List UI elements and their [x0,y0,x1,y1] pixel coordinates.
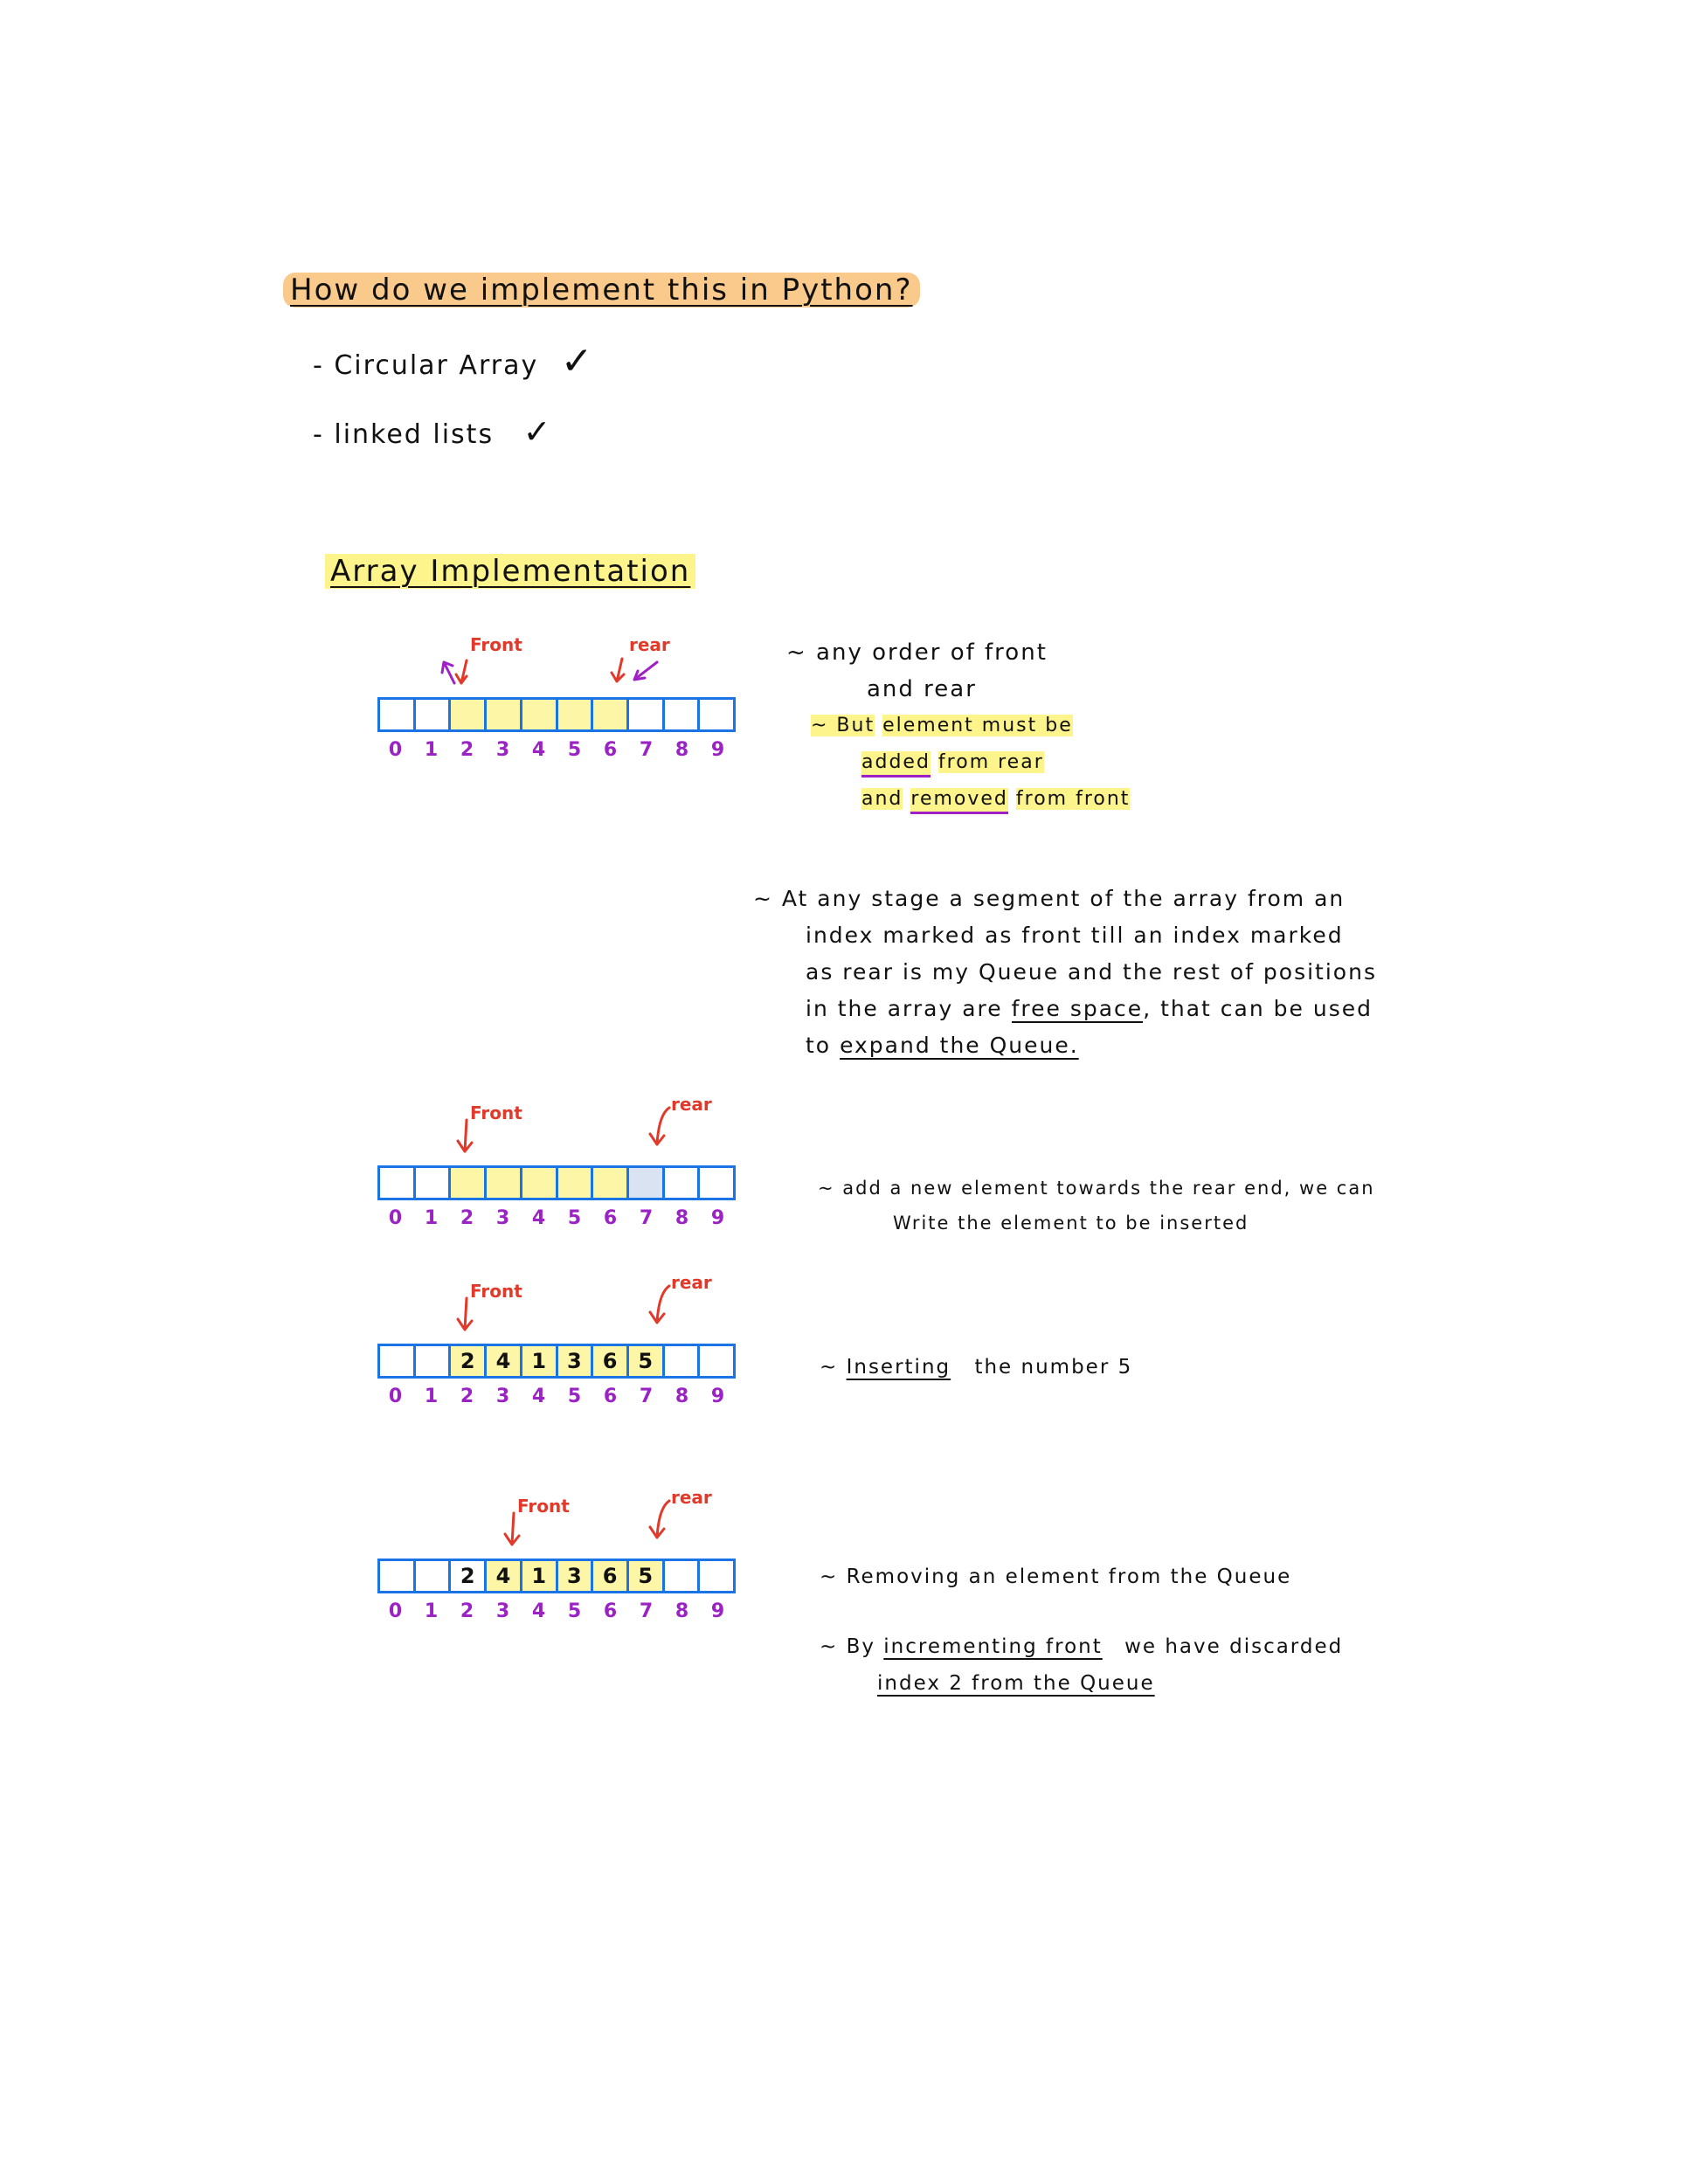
array-diagram-3 [377,1344,736,1407]
array-cell: 4 [487,1346,522,1376]
option-label: - linked lists [313,419,495,450]
array-index: 9 [710,739,725,761]
note-text: incrementing front [883,1635,1103,1658]
array-index: 8 [675,1207,689,1229]
front-arrow-icon [451,1115,486,1158]
note-line [786,708,1241,744]
array-index: 5 [567,1386,582,1407]
note-text: expand the Queue. [840,1033,1079,1058]
array-index: 2 [460,1386,474,1407]
note-line [753,991,1539,1027]
note-text: from rear [937,751,1044,773]
array-cell [487,700,522,729]
note-line: and rear [867,676,977,702]
array-index: 7 [639,1386,654,1407]
note-text: we have discarded [1124,1635,1344,1658]
array-index: 4 [531,1386,546,1407]
array-index: 6 [603,1386,618,1407]
array-cell [380,1168,416,1198]
array-index: 1 [424,1386,439,1407]
array-index: 1 [424,1600,439,1622]
note-text: , that can be used [1143,996,1373,1021]
array-cell: 4 [487,1561,522,1591]
array-cells [377,1344,736,1379]
note-line [820,1665,1606,1702]
array-cell: 3 [558,1346,594,1376]
array-cell [593,1168,629,1198]
option-linked-lists [313,412,552,451]
note-text: ~ But [811,715,875,736]
front-label: Front [470,1102,522,1123]
array-cells [377,1165,736,1200]
page-title-highlight [274,271,929,309]
array-cell: 1 [522,1346,558,1376]
front-label: Front [470,634,522,655]
rear-label: rear [629,634,670,655]
note-text: and [861,788,903,810]
array-diagram-4 [377,1559,736,1622]
array-index: 6 [603,1207,618,1229]
array-indices [377,1207,736,1229]
note-line [753,1027,1539,1064]
note-line: ~ any order of front [786,639,1048,666]
array-index: 5 [567,739,582,761]
array-cell [700,700,733,729]
array-index: 8 [675,1600,689,1622]
page-title: How do we implement this in Python? [283,273,920,308]
check-icon: ✓ [522,412,553,451]
array-cell: 1 [522,1561,558,1591]
array-cell [558,700,594,729]
array-cells [377,1559,736,1593]
array-cell [451,700,487,729]
note-text: removed [910,788,1008,814]
array-cell: 6 [593,1561,629,1591]
front-arrow-icon [437,653,489,688]
array-cell [700,1168,733,1198]
array-index: 0 [388,1386,403,1407]
note-text: free space [1011,996,1144,1021]
array-index: 7 [639,739,654,761]
note-line: ~ At any stage a segment of the array from an [753,886,1346,911]
array-index: 0 [388,739,403,761]
array-index: 3 [495,1386,510,1407]
array-indices [377,739,736,761]
array-index: 5 [567,1207,582,1229]
note-line: ~ add a new element towards the rear end, we can [818,1178,1375,1199]
array-cell [451,1168,487,1198]
array-index: 2 [460,739,474,761]
array-cell [665,1168,701,1198]
array-cell: 5 [629,1346,665,1376]
note-line: Write the element to be inserted [893,1213,1249,1234]
array-cell [593,700,629,729]
note-text: in the array are [806,996,1003,1021]
array-diagram-1 [377,697,736,761]
array-cell [416,1561,452,1591]
rear-label: rear [671,1094,712,1115]
array-cells [377,697,736,732]
note-text: the number 5 [974,1356,1133,1379]
note-text: ~ [820,1356,839,1379]
array-cell [522,700,558,729]
array-index: 3 [495,1600,510,1622]
array-index: 8 [675,1386,689,1407]
note-text: Inserting [846,1356,951,1379]
rear-arrow-icon [643,1496,687,1548]
array-cell: 3 [558,1561,594,1591]
note-line: index marked as front till an index marked [806,923,1344,948]
note-text: from front [1015,788,1131,810]
note-line [786,744,1241,781]
option-circular-array [313,339,595,384]
segment-note [753,881,1539,1064]
diagram1-notes [786,634,1241,818]
array-index: 6 [603,739,618,761]
check-icon: ✓ [560,339,595,384]
array-index: 5 [567,1600,582,1622]
section-title-text: Array Implementation [325,554,695,589]
array-index: 3 [495,739,510,761]
rear-arrow-icon [603,653,664,688]
note-text: element must be [882,715,1073,736]
array-index: 7 [639,1600,654,1622]
note-text: to [806,1033,832,1058]
array-cell: 6 [593,1346,629,1376]
array-cell [629,700,665,729]
array-cell [665,1346,701,1376]
note-line: ~ Removing an element from the Queue [820,1565,1292,1588]
array-cell [629,1168,665,1198]
array-index: 9 [710,1386,725,1407]
array-cell [416,1346,452,1376]
note-line [820,1628,1606,1665]
array-index: 2 [460,1207,474,1229]
array-cell [380,700,416,729]
array-indices [377,1386,736,1407]
note-text: added [861,751,930,778]
array-cell: 2 [451,1346,487,1376]
array-cell: 5 [629,1561,665,1591]
diagram3-note [820,1349,1431,1386]
array-index: 7 [639,1207,654,1229]
array-index: 9 [710,1600,725,1622]
array-index: 4 [531,739,546,761]
array-diagram-2 [377,1165,736,1229]
front-label: Front [470,1281,522,1302]
array-cell: 2 [451,1561,487,1591]
array-index: 0 [388,1600,403,1622]
note-text: index 2 from the Queue [877,1672,1155,1695]
note-line: as rear is my Queue and the rest of positions [806,959,1377,985]
array-index: 9 [710,1207,725,1229]
array-index: 2 [460,1600,474,1622]
array-cell [665,700,701,729]
array-cell [416,1168,452,1198]
rear-arrow-icon [643,1102,687,1155]
array-cell [487,1168,522,1198]
diagram2-note [818,1171,1604,1241]
array-index: 0 [388,1207,403,1229]
section-title [325,554,695,589]
array-index: 6 [603,1600,618,1622]
front-label: Front [517,1496,570,1517]
option-label: - Circular Array [313,350,539,381]
front-arrow-icon [498,1508,533,1552]
array-index: 8 [675,739,689,761]
array-cell [416,700,452,729]
array-index: 4 [531,1207,546,1229]
rear-label: rear [671,1487,712,1508]
array-cell [380,1346,416,1376]
array-index: 1 [424,1207,439,1229]
rear-arrow-icon [643,1281,687,1333]
array-cell [522,1168,558,1198]
array-cell [665,1561,701,1591]
array-cell [700,1561,733,1591]
front-arrow-icon [451,1293,486,1337]
rear-label: rear [671,1272,712,1293]
array-cell [700,1346,733,1376]
array-indices [377,1600,736,1622]
array-index: 1 [424,739,439,761]
note-line [786,781,1241,818]
diagram4-notes [820,1559,1606,1702]
note-text: ~ By [820,1635,875,1658]
array-index: 4 [531,1600,546,1622]
array-cell [558,1168,594,1198]
array-index: 3 [495,1207,510,1229]
array-cell [380,1561,416,1591]
